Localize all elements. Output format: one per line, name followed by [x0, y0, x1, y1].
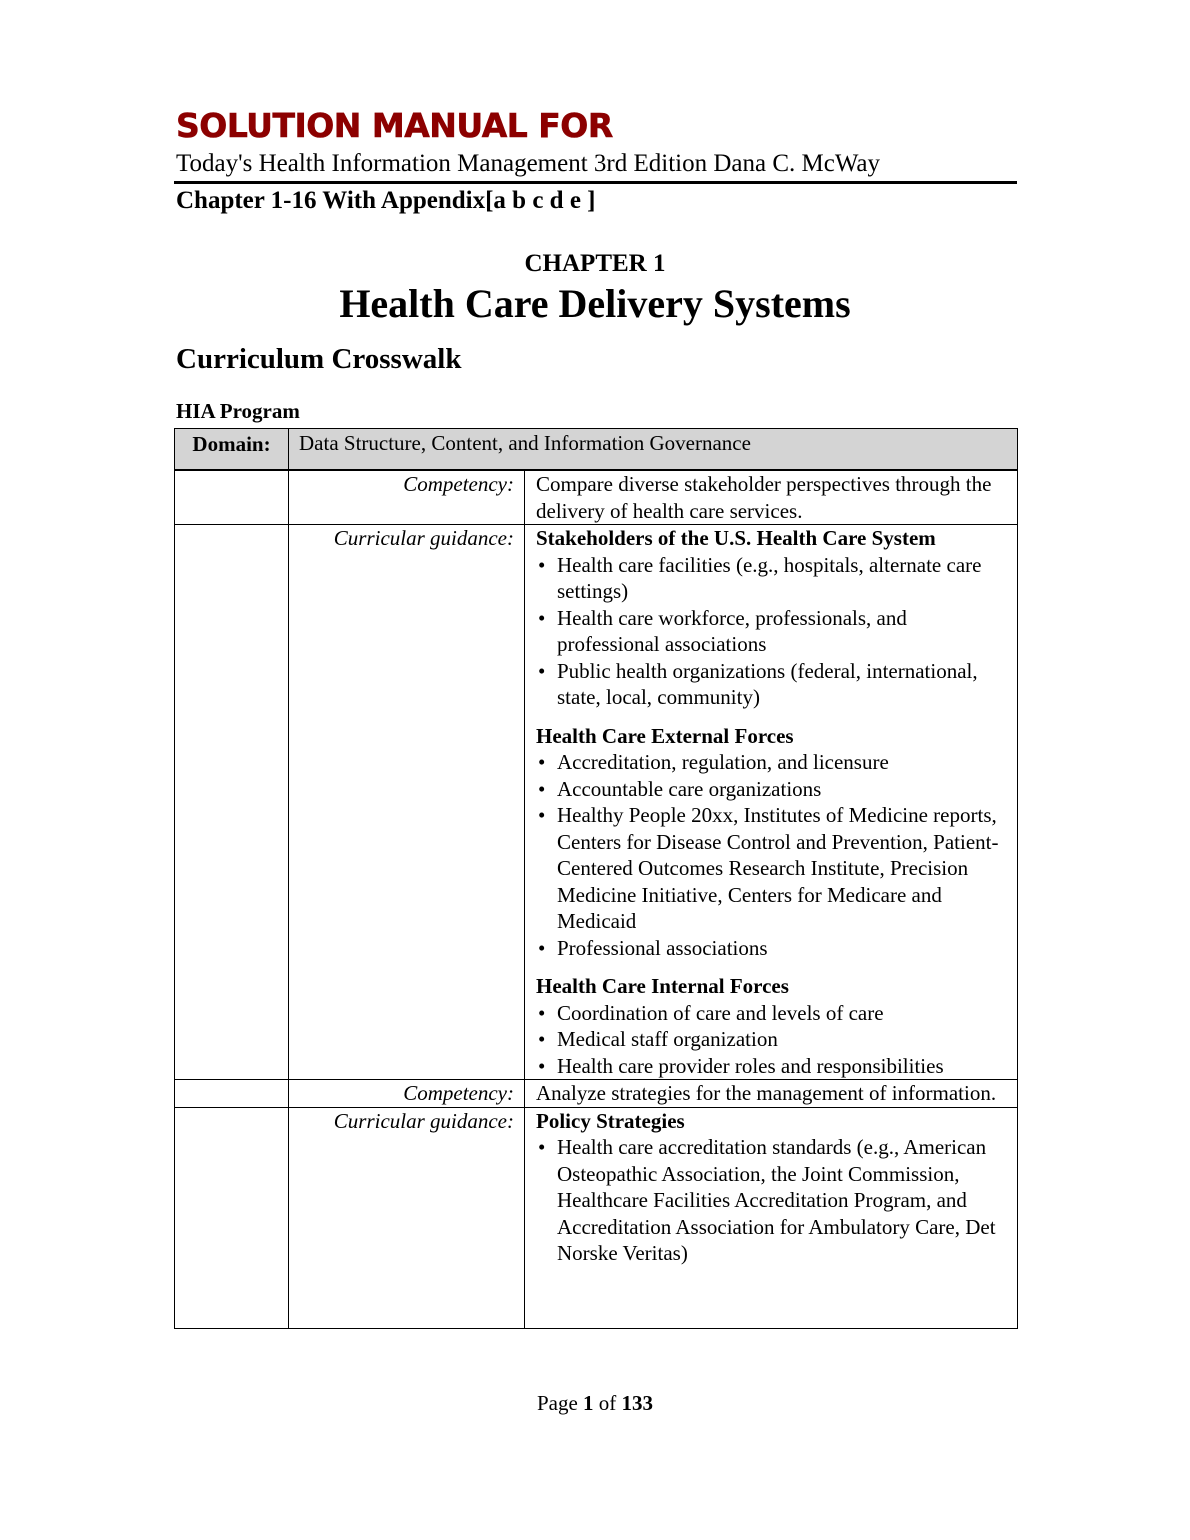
domain-label: Domain:	[175, 429, 289, 471]
guidance-row-1	[175, 525, 1018, 1080]
competency-label: Competency:	[289, 470, 525, 525]
list-item: • Medical staff organization	[536, 1026, 1007, 1053]
crosswalk-table	[174, 428, 1018, 1329]
bullet-list	[536, 1000, 1007, 1080]
empty-cell	[175, 1107, 289, 1328]
book-title: Today's Health Information Management 3rd Edition Dana C. McWay	[176, 150, 881, 177]
guidance-heading: Health Care Internal Forces	[536, 974, 789, 998]
competency-row-1	[175, 470, 1018, 525]
chapter-label: CHAPTER 1	[524, 250, 666, 277]
list-item: • Health care provider roles and responsibilities	[536, 1053, 1007, 1080]
domain-value: Data Structure, Content, and Information Governance	[289, 429, 1018, 471]
bullet-list	[536, 749, 1007, 961]
list-item: • Health care workforce, professionals, and professional associations	[536, 605, 1007, 658]
list-item: • Coordination of care and levels of care	[536, 1000, 1007, 1027]
competency-text: Compare diverse stakeholder perspectives through the delivery of health care services.	[525, 470, 1018, 525]
list-item: • Professional associations	[536, 935, 1007, 962]
guidance-row-2	[175, 1107, 1018, 1328]
page-total: 133	[621, 1391, 654, 1415]
guidance-content	[525, 525, 1018, 1080]
list-item: • Public health organizations (federal, international, state, local, community)	[536, 658, 1007, 711]
page-footer	[0, 1390, 1190, 1416]
bullet-list	[536, 1134, 1007, 1267]
list-item: • Accreditation, regulation, and licensure	[536, 749, 1007, 776]
competency-text: Analyze strategies for the management of information.	[525, 1080, 1018, 1108]
chapter-title: Health Care Delivery Systems	[339, 281, 851, 326]
guidance-heading: Stakeholders of the U.S. Health Care System	[536, 526, 936, 550]
chapter-range: Chapter 1-16 With Appendix[a b c d e ]	[176, 187, 596, 214]
solution-manual-title: SOLUTION MANUAL FOR	[176, 106, 613, 145]
section-title: Curriculum Crosswalk	[176, 343, 462, 375]
list-item: • Healthy People 20xx, Institutes of Medicine reports, Centers for Disease Control and Prevention, Patient-Centered Outcomes Research Institute, Precision Medicine Initiative, Centers for Medicare and Medicaid	[536, 802, 1007, 935]
page-current: 1	[583, 1391, 594, 1415]
list-item: • Health care accreditation standards (e.g., American Osteopathic Association, the Joint Commission, Healthcare Facilities Accreditation Program, and Accreditation Association for Ambulatory Care, Det Norske Veritas)	[536, 1134, 1007, 1267]
empty-cell	[175, 525, 289, 1080]
program-label: HIA Program	[176, 399, 300, 423]
header-rule	[174, 181, 1017, 184]
page-word: Page	[536, 1391, 578, 1415]
domain-row	[175, 429, 1018, 471]
list-item: • Health care facilities (e.g., hospitals, alternate care settings)	[536, 552, 1007, 605]
guidance-label: Curricular guidance:	[289, 1107, 525, 1328]
guidance-label: Curricular guidance:	[289, 525, 525, 1080]
guidance-content	[525, 1107, 1018, 1328]
list-item: • Accountable care organizations	[536, 776, 1007, 803]
of-word: of	[598, 1391, 617, 1415]
guidance-heading: Health Care External Forces	[536, 723, 794, 748]
empty-cell	[175, 470, 289, 525]
bullet-list	[536, 552, 1007, 711]
guidance-heading: Policy Strategies	[536, 1108, 685, 1133]
competency-label: Competency:	[289, 1080, 525, 1108]
competency-row-2	[175, 1080, 1018, 1108]
empty-cell	[175, 1080, 289, 1108]
